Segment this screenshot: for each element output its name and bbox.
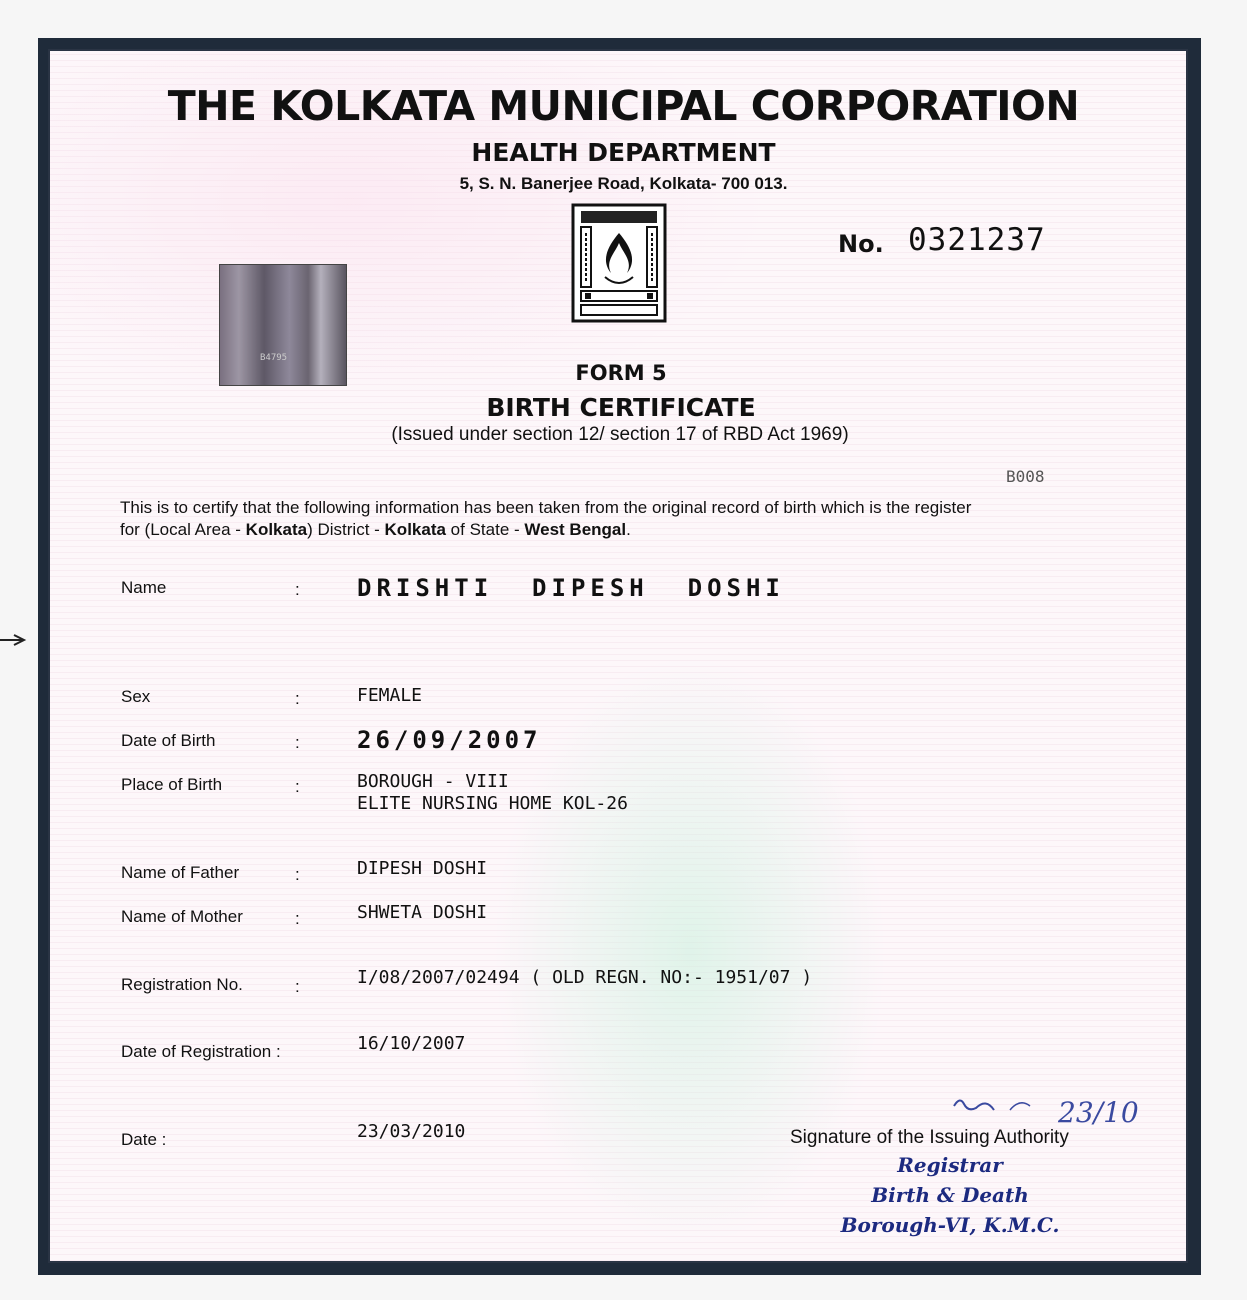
statement-suffix: .	[626, 520, 631, 539]
sex-value: FEMALE	[357, 685, 423, 706]
child-name: DRISHTI DIPESH DOSHI	[357, 574, 785, 602]
regno-label: Registration No.	[121, 975, 243, 994]
mother-label: Name of Mother	[121, 907, 243, 926]
statement-line-2	[120, 519, 1130, 541]
local-area: Kolkata	[245, 520, 308, 539]
father-colon: :	[295, 865, 300, 884]
statement-state-label: of State -	[445, 520, 525, 539]
kmc-emblem-icon	[571, 203, 667, 323]
hologram-code: B4795	[260, 353, 288, 363]
father-name: DIPESH DOSHI	[357, 858, 488, 879]
statement-district-label: ) District -	[307, 520, 385, 539]
name-label: Name	[121, 578, 167, 597]
office-code: B008	[1006, 467, 1045, 486]
certificate-number-label: No.	[838, 230, 884, 258]
department-address: 5, S. N. Banerjee Road, Kolkata- 700 013.	[459, 174, 788, 193]
handwritten-date: 23/10	[1058, 1096, 1139, 1129]
pob-label: Place of Birth	[121, 775, 223, 794]
pob-line-1: BOROUGH - VIII	[357, 771, 509, 792]
sex-colon: :	[295, 689, 300, 708]
issue-date-label: Date :	[121, 1130, 167, 1149]
signature-label: Signature of the Issuing Authority	[790, 1127, 1069, 1148]
stamp-line-1: Registrar	[897, 1153, 1003, 1177]
dob-colon: :	[295, 733, 300, 752]
registration-date: 16/10/2007	[357, 1033, 466, 1054]
pob-colon: :	[295, 777, 300, 796]
statement-line-1: This is to certify that the following information has been taken from the original record of birth which is the register	[120, 498, 972, 517]
certificate-number: 0321237	[908, 222, 1046, 258]
district: Kolkata	[384, 520, 446, 539]
mother-colon: :	[295, 909, 300, 928]
issue-date: 23/03/2010	[357, 1121, 466, 1142]
form-number: FORM 5	[575, 361, 667, 385]
regdate-label: Date of Registration :	[121, 1042, 281, 1061]
certificate-title: BIRTH CERTIFICATE	[486, 393, 756, 422]
name-colon: :	[295, 580, 300, 599]
edge-arrow-mark	[0, 633, 30, 647]
dob-label: Date of Birth	[121, 731, 216, 750]
pob-line-2: ELITE NURSING HOME KOL-26	[357, 793, 628, 814]
sex-label: Sex	[121, 687, 151, 706]
registration-number: I/08/2007/02494 ( OLD REGN. NO:- 1951/07 )	[357, 967, 813, 988]
state: West Bengal	[524, 520, 627, 539]
dob-value: 26/09/2007	[357, 726, 542, 754]
statement-prefix: for (Local Area -	[120, 520, 246, 539]
regno-colon: :	[295, 977, 300, 996]
father-label: Name of Father	[121, 863, 240, 882]
stamp-line-3: Borough-VI, K.M.C.	[840, 1213, 1060, 1237]
stamp-line-2: Birth & Death	[871, 1183, 1029, 1207]
mother-name: SHWETA DOSHI	[357, 902, 488, 923]
registrar-stamp	[820, 1150, 1080, 1240]
department-name: HEALTH DEPARTMENT	[471, 138, 776, 167]
corporation-title: THE KOLKATA MUNICIPAL CORPORATION	[167, 82, 1080, 130]
issued-under-text: (Issued under section 12/ section 17 of RBD Act 1969)	[391, 424, 849, 445]
certification-statement	[120, 497, 1130, 541]
